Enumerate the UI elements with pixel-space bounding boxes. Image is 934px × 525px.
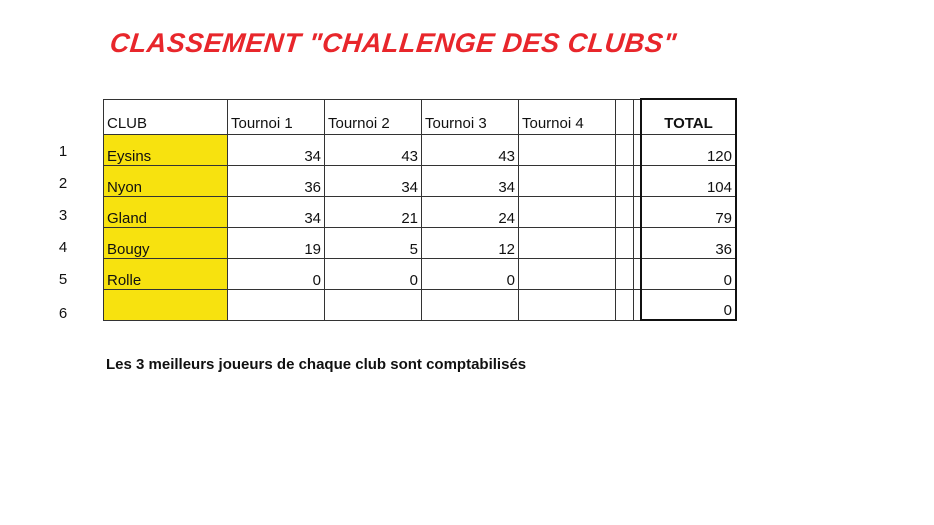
column-gap: [634, 99, 642, 134]
tournoi-3-cell: 24: [422, 196, 519, 227]
spacer-cell: [616, 165, 634, 196]
total-cell: 36: [641, 227, 736, 258]
table-row: [104, 227, 737, 258]
header-tournoi-4: Tournoi 4: [519, 99, 616, 134]
gap-cell: [634, 134, 642, 165]
tournoi-2-cell: 21: [325, 196, 422, 227]
header-tournoi-2: Tournoi 2: [325, 99, 422, 134]
club-cell: Nyon: [104, 165, 228, 196]
table-row: [104, 289, 737, 320]
gap-cell: [634, 196, 642, 227]
tournoi-1-cell: 0: [228, 258, 325, 289]
ranking-table: [103, 98, 737, 321]
tournoi-3-cell: 34: [422, 165, 519, 196]
footnote: Les 3 meilleurs joueurs de chaque club sont comptabilisés: [106, 356, 527, 373]
gap-cell: [634, 289, 642, 320]
total-cell: 0: [641, 258, 736, 289]
tournoi-4-cell: [519, 165, 616, 196]
header-club: CLUB: [104, 99, 228, 134]
table-row: [104, 134, 737, 165]
club-cell: Eysins: [104, 134, 228, 165]
spacer-cell: [616, 227, 634, 258]
rank-2: 2: [58, 175, 68, 192]
spacer-cell: [616, 196, 634, 227]
rank-1: 1: [58, 143, 68, 160]
tournoi-4-cell: [519, 289, 616, 320]
club-cell: [104, 289, 228, 320]
tournoi-2-cell: 34: [325, 165, 422, 196]
header-tournoi-1: Tournoi 1: [228, 99, 325, 134]
gap-cell: [634, 227, 642, 258]
tournoi-1-cell: 36: [228, 165, 325, 196]
tournoi-4-cell: [519, 196, 616, 227]
club-cell: Gland: [104, 196, 228, 227]
table-header-row: [104, 99, 737, 134]
total-cell: 104: [641, 165, 736, 196]
rank-4: 4: [58, 239, 68, 256]
tournoi-1-cell: 34: [228, 196, 325, 227]
tournoi-3-cell: 0: [422, 258, 519, 289]
total-cell: 120: [641, 134, 736, 165]
tournoi-4-cell: [519, 227, 616, 258]
header-spacer: [616, 99, 634, 134]
tournoi-3-cell: [422, 289, 519, 320]
spacer-cell: [616, 134, 634, 165]
tournoi-3-cell: 43: [422, 134, 519, 165]
tournoi-3-cell: 12: [422, 227, 519, 258]
spacer-cell: [616, 258, 634, 289]
club-cell: Bougy: [104, 227, 228, 258]
club-cell: Rolle: [104, 258, 228, 289]
page-title: CLASSEMENT "CHALLENGE DES CLUBS": [108, 28, 679, 58]
tournoi-4-cell: [519, 134, 616, 165]
rank-3: 3: [58, 207, 68, 224]
header-tournoi-3: Tournoi 3: [422, 99, 519, 134]
rank-5: 5: [58, 271, 68, 288]
tournoi-1-cell: 19: [228, 227, 325, 258]
gap-cell: [634, 258, 642, 289]
header-total: TOTAL: [641, 99, 736, 134]
tournoi-2-cell: 43: [325, 134, 422, 165]
tournoi-2-cell: [325, 289, 422, 320]
table-row: [104, 196, 737, 227]
total-cell: 79: [641, 196, 736, 227]
table-row: [104, 165, 737, 196]
spacer-cell: [616, 289, 634, 320]
gap-cell: [634, 165, 642, 196]
tournoi-4-cell: [519, 258, 616, 289]
tournoi-1-cell: 34: [228, 134, 325, 165]
tournoi-1-cell: [228, 289, 325, 320]
tournoi-2-cell: 5: [325, 227, 422, 258]
tournoi-2-cell: 0: [325, 258, 422, 289]
table-row: [104, 258, 737, 289]
rank-6: 6: [58, 305, 68, 322]
total-cell: 0: [641, 289, 736, 320]
